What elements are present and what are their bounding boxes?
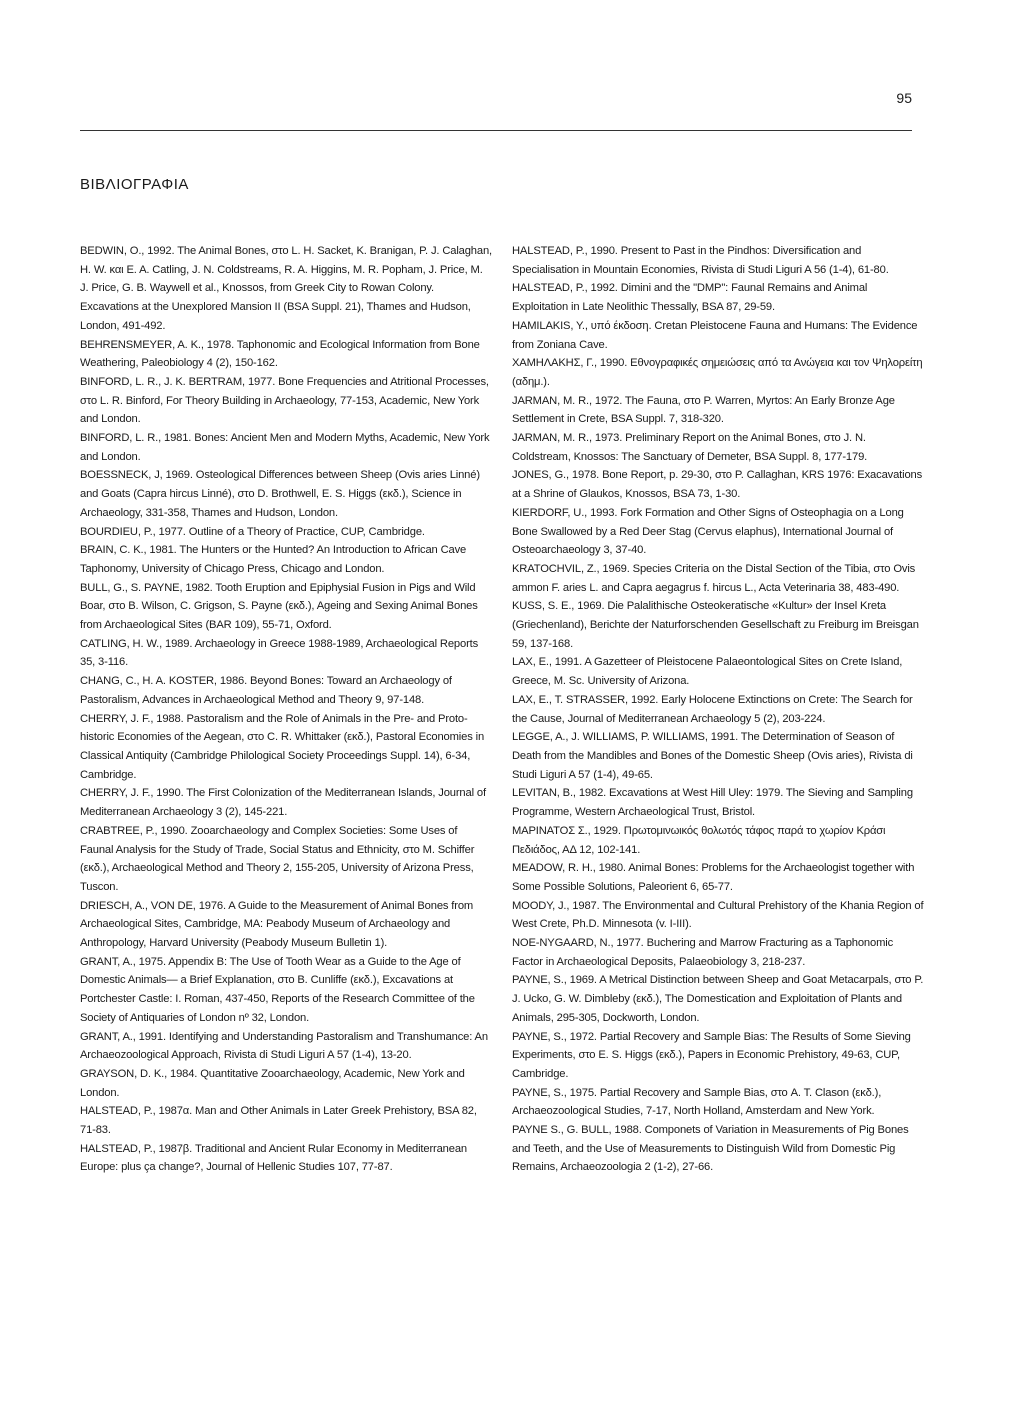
reference-entry: BINFORD, L. R., J. K. BERTRAM, 1977. Bone Frequencies and Atritional Processes, στο L. R. Binford, For Theory Building in Archaeology, 77-153, Academic, New York and London. — [80, 375, 489, 426]
reference-entry: BRAIN, C. K., 1981. The Hunters or the Hunted? An Introduction to African Cave Taphonomy, University of Chicago Press, Chicago and London. — [80, 544, 467, 575]
header-rule — [80, 130, 912, 131]
reference-entry: CHANG, C., H. A. KOSTER, 1986. Beyond Bones: Toward an Archaeology of Pastoralism, Advances in Archaeological Method and Theory 9, 97-148. — [80, 675, 452, 706]
page-number: 95 — [896, 90, 912, 106]
reference-entry: BOESSNECK, J, 1969. Osteological Differences between Sheep (Ovis aries Linné) and Goats (Capra hircus Linné), στο D. Brothwell, E. S. Higgs (εκδ.), Science in Archaeology, 331-358, Thames and Hudson, London. — [80, 469, 480, 519]
reference-entry: LAX, E., T. STRASSER, 1992. Early Holocene Extinctions on Crete: The Search for the Cause, Journal of Mediterranean Archaeology 5 (2), 203-224. — [512, 693, 913, 725]
reference-entry: JARMAN, M. R., 1973. Preliminary Report on the Animal Bones, στο J. N. Coldstream, Knossos: The Sanctuary of Demeter, BSA Suppl. 8, 177-179. — [512, 432, 868, 463]
reference-entry: LAX, E., 1991. A Gazetteer of Pleistocene Palaeontological Sites on Crete Island, Greece, M. Sc. University of Arizona. — [512, 656, 903, 688]
reference-entry: GRANT, A., 1991. Identifying and Understanding Pastoralism and Transhumance: An Archaeozoological Approach, Rivista di Studi Liguri A 57 (1-4), 13-20. — [80, 1030, 488, 1062]
section-heading: ΒΙΒΛΙΟΓΡΑΦΙΑ — [80, 176, 189, 193]
reference-entry: BEDWIN, O., 1992. The Animal Bones, στο L. H. Sacket, K. Branigan, P. J. Calaghan, H. W. και E. A. Catling, J. N. Coldstreams, R. A. Higgins, M. R. Popham, J. Price, M. J. Price, G. B. Waywell et al., Knossos, from Greek City to Rowan Colony. Excavations at the Unexplored Mansion II (BSA Suppl. 21), Thames and Hudson, London, 491-492. — [80, 245, 492, 332]
reference-entry: BEHRENSMEYER, A. K., 1978. Taphonomic and Ecological Information from Bone Weathering, Paleobiology 4 (2), 150-162. — [80, 338, 480, 370]
reference-entry: KIERDORF, U., 1993. Fork Formation and Other Signs of Osteophagia on a Long Bone Swallowed by a Red Deer Stag (Cervus elaphus), International Journal of Osteoarchaeology 3, 37-40. — [512, 506, 904, 557]
reference-entry: KRATOCHVIL, Z., 1969. Species Criteria on the Distal Section of the Tibia, στο Ovis ammon F. aries L. and Capra aegagrus f. hircus L., Acta Veterinaria 38, 483-490. — [512, 562, 916, 594]
reference-entry: HAMILAKIS, Y., υπό έκδοση. Cretan Pleistocene Fauna and Humans: The Evidence from Zoniana Cave. — [512, 319, 918, 351]
bibliography-column-left — [80, 242, 492, 1177]
reference-entry: GRAYSON, D. K., 1984. Quantitative Zooarchaeology, Academic, New York and London. — [80, 1067, 465, 1099]
reference-entry: BINFORD, L. R., 1981. Bones: Ancient Men and Modern Myths, Academic, New York and London. — [80, 432, 490, 463]
reference-entry: DRIESCH, A., VON DE, 1976. A Guide to the Measurement of Animal Bones from Archaeological Sites, Cambridge, MA: Peabody Museum of Archaeology and Anthropology, Harvard University (Peabody Museum Bulletin 1). — [80, 899, 474, 950]
reference-entry: BOURDIEU, P., 1977. Outline of a Theory of Practice, CUP, Cambridge. — [80, 525, 425, 538]
reference-entry: HALSTEAD, P., 1987α. Man and Other Animals in Later Greek Prehistory, BSA 82, 71-83. — [80, 1105, 477, 1137]
reference-entry: JONES, G., 1978. Bone Report, p. 29-30, στο P. Callaghan, KRS 1976: Exacavations at a Shrine of Glaukos, Knossos, BSA 73, 1-30. — [512, 469, 923, 501]
reference-entry: LEVITAN, B., 1982. Excavations at West Hill Uley: 1979. The Sieving and Sampling Programme, Western Archaeological Trust, Bristol. — [512, 787, 913, 819]
reference-entry: PAYNE S., G. BULL, 1988. Componets of Variation in Measurements of Pig Bones and Teeth, and the Use of Measurements to Distinguish Wild from Domestic Pig Remains, Archaeozoologia 2 (1-2), 27-66. — [512, 1124, 909, 1174]
reference-entry: HALSTEAD, P., 1992. Dimini and the "DMP": Faunal Remains and Animal Exploitation in Late Neolithic Thessally, BSA 87, 29-59. — [512, 282, 868, 314]
reference-entry: JARMAN, M. R., 1972. The Fauna, στο P. Warren, Myrtos: An Early Bronze Age Settlement in Crete, BSA Suppl. 7, 318-320. — [512, 394, 895, 426]
reference-entry: MOODY, J., 1987. The Environmental and Cultural Prehistory of the Khania Region of West Crete, Ph.D. Minnesota (v. I-III). — [512, 899, 924, 931]
reference-entry: BULL, G., S. PAYNE, 1982. Tooth Eruption and Epiphysial Fusion in Pigs and Wild Boar, στο B. Wilson, C. Grigson, S. Payne (εκδ.), Ageing and Sexing Animal Bones from Archaeological Sites (BAR 109), 55-71, Oxford. — [80, 581, 478, 632]
reference-entry: KUSS, S. E., 1969. Die Palalithische Osteokeratische «Kultur» der Insel Kreta (Griechenland), Berichte der Naturforschenden Gesellschaft zu Freiburg im Breisgan 59, 137-168. — [512, 600, 919, 650]
reference-entry: CRABTREE, P., 1990. Zooarchaeology and Complex Societies: Some Uses of Faunal Analysis for the Study of Trade, Social Status and Ethnicity, στο M. Schiffer (εκδ.), Archaeological Method and Theory 2, 155-205, University of Arizona Press, Tuscon. — [80, 824, 475, 893]
reference-entry: HALSTEAD, P., 1987β. Traditional and Ancient Rular Economy in Mediterranean Europe: plus ça change?, Journal of Hellenic Studies 107, 77-87. — [80, 1142, 467, 1174]
reference-entry: GRANT, A., 1975. Appendix B: The Use of Tooth Wear as a Guide to the Age of Domestic Animals— a Brief Explanation, στο B. Cunliffe (εκδ.), Excavations at Portchester Castle: I. Roman, 437-450, Reports of the Research Committee of the Society of Antiquaries of London nº 32, London. — [80, 955, 475, 1024]
reference-entry: CHERRY, J. F., 1988. Pastoralism and the Role of Animals in the Pre- and Proto-historic Economies of the Aegean, στο C. R. Whittaker (εκδ.), Pastoral Economies in Classical Antiquity (Cambridge Philological Society Proceedings Suppl. 14), 6-34, Cambridge. — [80, 712, 485, 781]
reference-entry: PAYNE, S., 1972. Partial Recovery and Sample Bias: The Results of Some Sieving Experiments, στο E. S. Higgs (εκδ.), Papers in Economic Prehistory, 49-63, CUP, Cambridge. — [512, 1030, 911, 1080]
reference-entry: CATLING, H. W., 1989. Archaeology in Greece 1988-1989, Archaeological Reports 35, 3-116. — [80, 637, 479, 669]
reference-entry: HALSTEAD, P., 1990. Present to Past in the Pindhos: Diversification and Specialisation in Mountain Economies, Rivista di Studi Liguri A 56 (1-4), 61-80. — [512, 245, 889, 276]
reference-entry: PAYNE, S., 1969. A Metrical Distinction between Sheep and Goat Metacarpals, στο P. J. Ucko, G. W. Dimbleby (εκδ.), The Domestication and Exploitation of Plants and Animals, 295-305, Dockworth, London. — [512, 974, 924, 1024]
reference-entry: ΧΑΜΗΛΑΚΗΣ, Γ., 1990. Εθνογραφικές σημειώσεις από τα Ανώγεια και τον Ψηλορείτη (αδημ.). — [512, 357, 923, 388]
reference-entry: NOE-NYGAARD, N., 1977. Buchering and Marrow Fracturing as a Taphonomic Factor in Archaeological Deposits, Palaeobiology 3, 218-237. — [512, 937, 894, 968]
reference-entry: ΜΑΡΙΝΑΤΟΣ Σ., 1929. Πρωτομινωικός θολωτός τάφος παρά το χωρίον Κράσι Πεδιάδος, ΑΔ 12, 102-141. — [512, 824, 886, 856]
reference-entry: MEADOW, R. H., 1980. Animal Bones: Problems for the Archaeologist together with Some Possible Solutions, Paleorient 6, 65-77. — [512, 862, 915, 893]
reference-entry: CHERRY, J. F., 1990. The First Colonization of the Mediterranean Islands, Journal of Mediterranean Archaeology 3 (2), 145-221. — [80, 787, 486, 819]
bibliography-column-right — [512, 242, 924, 1177]
reference-entry: LEGGE, A., J. WILLIAMS, P. WILLIAMS, 1991. The Determination of Season of Death from the Mandibles and Bones of the Domestic Sheep (Ovis aries), Rivista di Studi Liguri A 57 (1-4), 49-65. — [512, 731, 913, 781]
reference-entry: PAYNE, S., 1975. Partial Recovery and Sample Bias, στο A. T. Clason (εκδ.), Archaeozoological Studies, 7-17, North Holland, Amsterdam and New York. — [512, 1086, 882, 1118]
